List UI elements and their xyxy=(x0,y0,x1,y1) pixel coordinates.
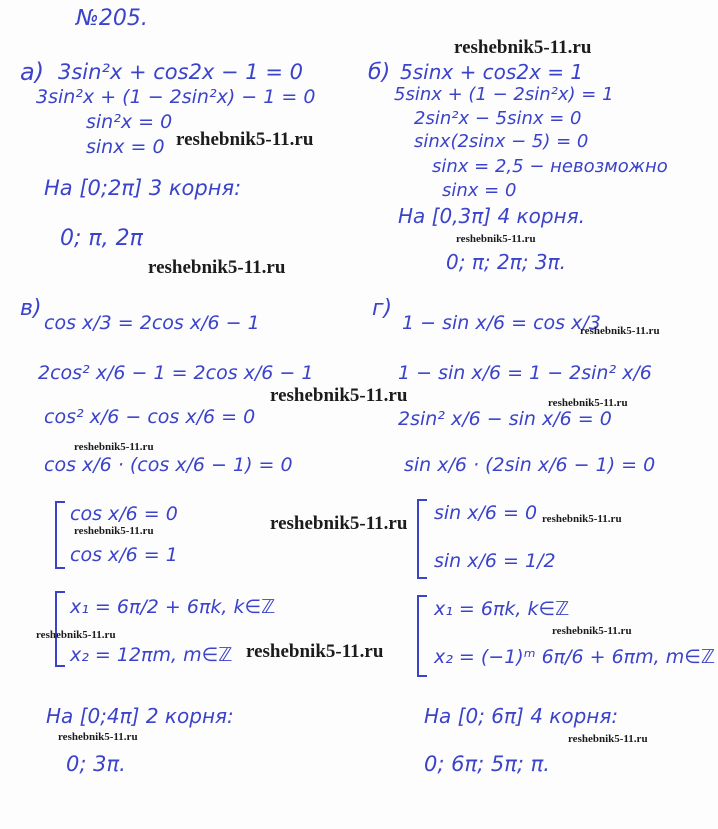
part-b-line-1: 5sinx + cos2x = 1 xyxy=(400,60,584,84)
part-b-line-3: 2sin²x − 5sinx = 0 xyxy=(414,108,582,129)
part-b-line-4: sinx(2sinx − 5) = 0 xyxy=(414,131,589,152)
part-v-system2-eq2: x₂ = 12πm, m∈ℤ xyxy=(70,644,233,666)
problem-number: №205. xyxy=(76,6,148,31)
part-b-roots: 0; π; 2π; 3π. xyxy=(446,250,566,274)
part-b-line-5: sinx = 2,5 − невозможно xyxy=(432,156,668,177)
part-g-roots: 0; 6π; 5π; π. xyxy=(424,752,550,776)
part-g-line-2: 1 − sin x/6 = 1 − 2sin² x/6 xyxy=(398,362,652,384)
part-a-line-3: sin²x = 0 xyxy=(86,111,173,133)
part-g-line-1: 1 − sin x/6 = cos x/3 xyxy=(402,312,601,334)
part-v-line-2: 2cos² x/6 − 1 = 2cos x/6 − 1 xyxy=(38,362,314,384)
part-a-interval: На [0;2π] 3 корня: xyxy=(44,176,242,200)
part-a-label: а) xyxy=(20,58,45,86)
part-v-line-3: cos² x/6 − cos x/6 = 0 xyxy=(44,406,256,428)
system-bracket-v1 xyxy=(52,500,68,570)
part-g-system1-eq2: sin x/6 = 1/2 xyxy=(434,550,556,572)
watermark: reshebnik5-11.ru xyxy=(456,233,536,245)
part-b-line-2: 5sinx + (1 − 2sin²x) = 1 xyxy=(394,84,614,105)
watermark: reshebnik5-11.ru xyxy=(74,525,154,537)
watermark: reshebnik5-11.ru xyxy=(176,129,314,150)
part-b-line-6: sinx = 0 xyxy=(442,180,517,201)
part-v-interval: На [0;4π] 2 корня: xyxy=(46,704,234,728)
part-v-system1-eq2: cos x/6 = 1 xyxy=(70,544,178,566)
watermark: reshebnik5-11.ru xyxy=(270,513,408,534)
watermark: reshebnik5-11.ru xyxy=(454,37,592,58)
watermark: reshebnik5-11.ru xyxy=(548,397,628,409)
watermark: reshebnik5-11.ru xyxy=(542,513,622,525)
part-v-line-1: cos x/3 = 2cos x/6 − 1 xyxy=(44,312,260,334)
part-g-system1-eq1: sin x/6 = 0 xyxy=(434,502,538,524)
part-v-system1-eq1: cos x/6 = 0 xyxy=(70,503,178,525)
watermark: reshebnik5-11.ru xyxy=(568,733,648,745)
part-v-label: в) xyxy=(20,296,42,321)
watermark: reshebnik5-11.ru xyxy=(36,629,116,641)
watermark: reshebnik5-11.ru xyxy=(246,641,384,662)
part-a-line-4: sinx = 0 xyxy=(86,136,165,158)
part-v-system2-eq1: x₁ = 6π/2 + 6πk, k∈ℤ xyxy=(70,596,276,618)
part-g-system2-eq1: x₁ = 6πk, k∈ℤ xyxy=(434,598,570,620)
part-g-line-3: 2sin² x/6 − sin x/6 = 0 xyxy=(398,408,612,430)
part-g-label: г) xyxy=(372,296,393,321)
watermark: reshebnik5-11.ru xyxy=(270,385,408,406)
system-bracket-g2 xyxy=(414,594,430,678)
system-bracket-g1 xyxy=(414,498,430,580)
part-a-roots: 0; π, 2π xyxy=(60,226,143,251)
part-b-label: б) xyxy=(368,60,391,85)
watermark: reshebnik5-11.ru xyxy=(148,257,286,278)
watermark: reshebnik5-11.ru xyxy=(580,325,660,337)
watermark: reshebnik5-11.ru xyxy=(552,625,632,637)
part-a-line-1: 3sin²x + cos2x − 1 = 0 xyxy=(58,60,303,84)
watermark: reshebnik5-11.ru xyxy=(58,731,138,743)
part-v-line-4: cos x/6 · (cos x/6 − 1) = 0 xyxy=(44,454,293,476)
part-g-interval: На [0; 6π] 4 корня: xyxy=(424,704,619,728)
part-g-system2-eq2: x₂ = (−1)ᵐ 6π/6 + 6πm, m∈ℤ xyxy=(434,646,715,668)
part-a-line-2: 3sin²x + (1 − 2sin²x) − 1 = 0 xyxy=(36,86,316,108)
part-v-roots: 0; 3π. xyxy=(66,752,126,776)
part-g-line-4: sin x/6 · (2sin x/6 − 1) = 0 xyxy=(404,454,656,476)
part-b-interval: На [0,3π] 4 корня. xyxy=(398,204,586,228)
watermark: reshebnik5-11.ru xyxy=(74,441,154,453)
